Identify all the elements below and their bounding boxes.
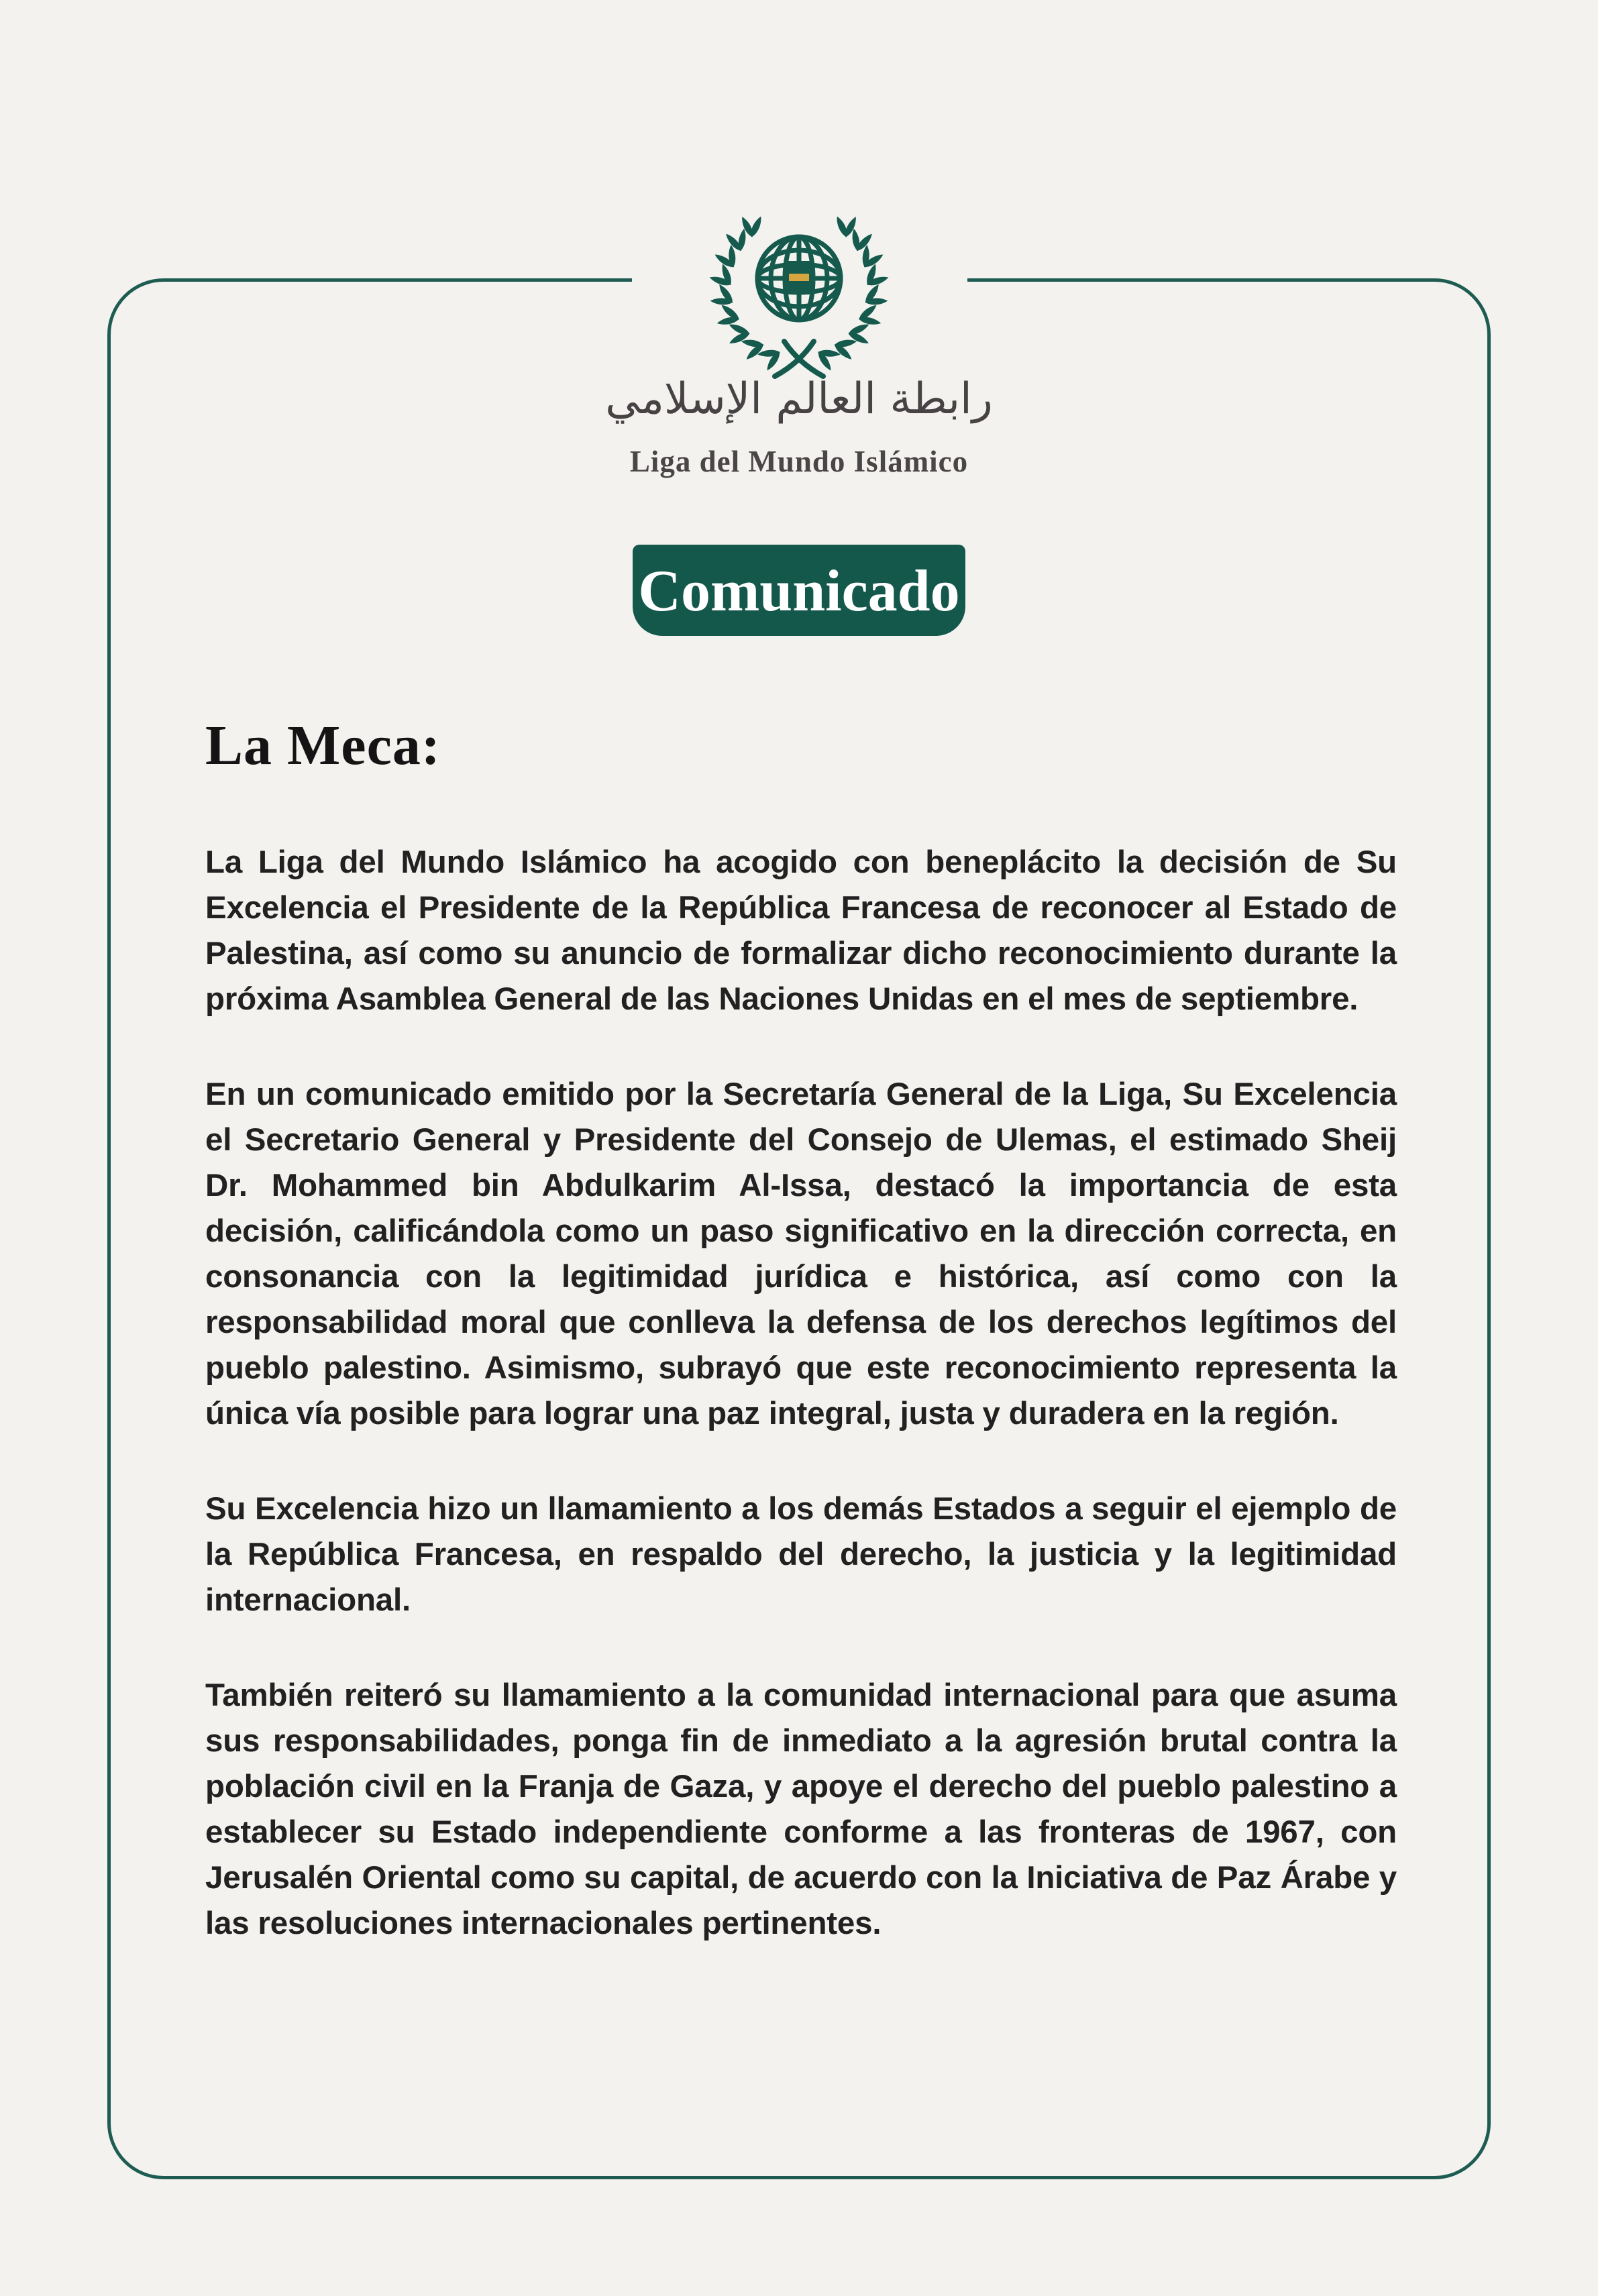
body-paragraph-2: En un comunicado emitido por la Secretaría General de la Liga, Su Excelencia el Secretario General y Presidente del Consejo de Ulemas, el estimado Sheij Dr. Mohammed bin Abdulkarim Al-Issa, destacó la importancia de esta decisión, calificándola como un paso significativo en la dirección correcta, en consonancia con la legitimidad jurídica e histórica, así como con la responsabilidad moral que conlleva la defensa de los derechos legítimos del pueblo palestino. Asimismo, subrayó que este reconocimiento representa la única vía posible para lograr una paz integral, justa y duradera en la región. xyxy=(205,1077,1397,1431)
organization-name: Liga del Mundo Islámico xyxy=(629,445,969,478)
arabic-league-name: رابطة العالم الإسلامي xyxy=(605,374,993,424)
body-paragraph-4: También reiteró su llamamiento a la comunidad internacional para que asuma sus responsabilidades, ponga fin de inmediato a la agresión brutal contra la población civil en la Franja de Gaza, y apoye el derecho del pueblo palestino a establecer su Estado independiente conforme a las fronteras de 1967, con Jerusalén Oriental como su capital, de acuerdo con la Iniciativa de Paz Árabe y las resoluciones internacionales pertinentes. xyxy=(205,1678,1397,1941)
banner-label: Comunicado xyxy=(638,559,960,624)
body-paragraph-3: Su Excelencia hizo un llamamiento a los demás Estados a seguir el ejemplo de la República Francesa, en respaldo del derecho, la justicia y la legitimidad internacional. xyxy=(205,1491,1397,1618)
dateline-heading: La Meca: xyxy=(205,714,441,777)
document-body xyxy=(205,714,1397,1996)
body-paragraph-1: La Liga del Mundo Islámico ha acogido con beneplácito la decisión de Su Excelencia el Presidente de la República Francesa de reconocer al Estado de Palestina, así como su anuncio de formalizar dicho reconocimiento durante la próxima Asamblea General de las Naciones Unidas en el mes de septiembre. xyxy=(205,844,1397,1017)
comunicado-banner xyxy=(633,545,965,636)
masthead xyxy=(0,0,1598,671)
